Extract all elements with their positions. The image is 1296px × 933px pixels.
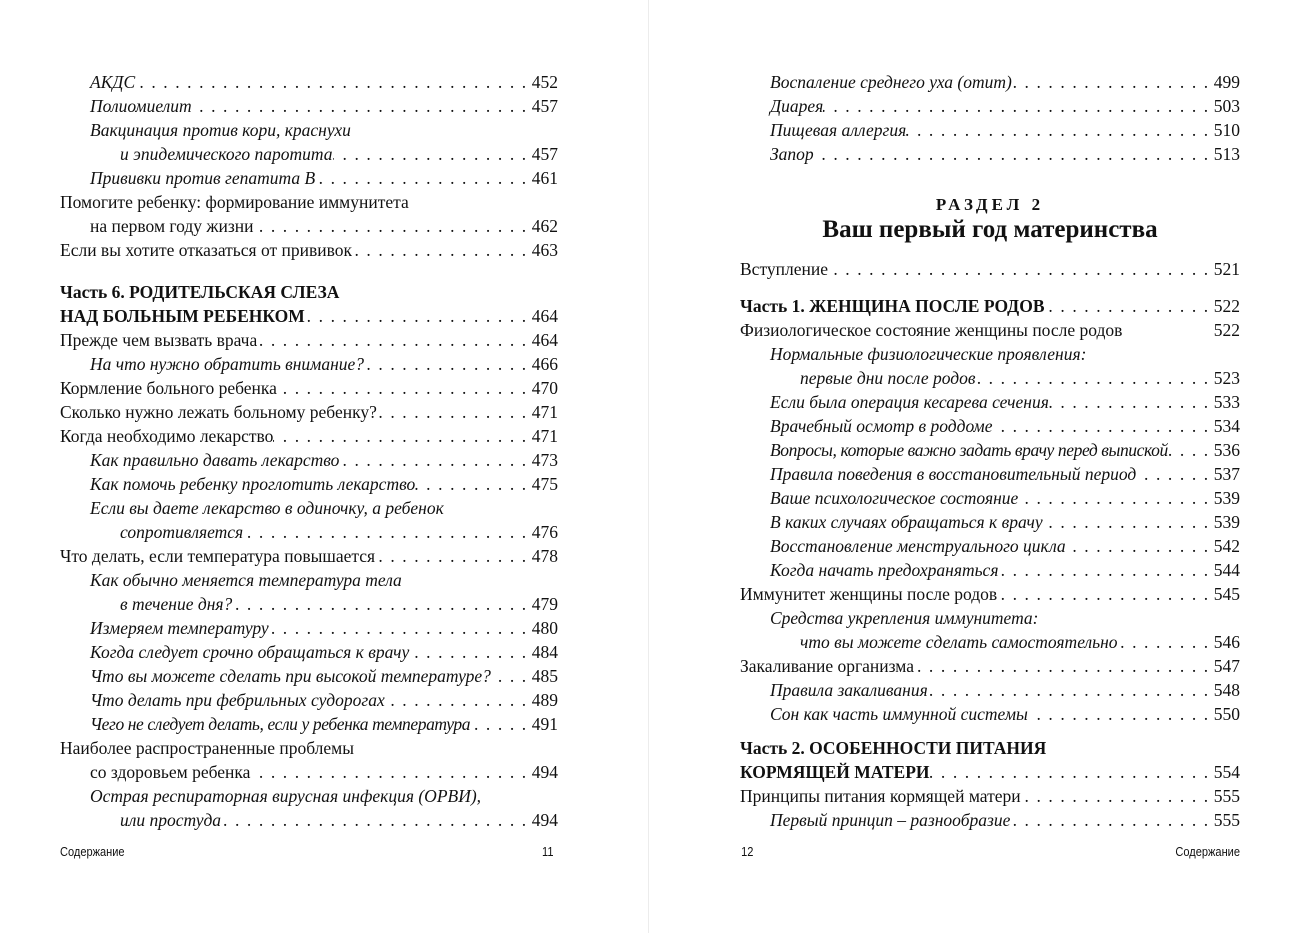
toc-entry-title: Что вы можете сделать при высокой температуре? xyxy=(90,666,491,686)
dot-leader xyxy=(992,414,1213,438)
dot-leader xyxy=(415,472,532,496)
toc-entry-title: Сон как часть иммунной системы xyxy=(770,704,1028,724)
toc-entry-title: Правила закаливания xyxy=(770,680,928,700)
dot-leader xyxy=(997,582,1214,606)
toc-entry xyxy=(60,688,558,712)
dot-leader xyxy=(333,142,532,166)
toc-entry-title: Прежде чем вызвать врача xyxy=(60,330,258,350)
toc-entry-title: Когда начать предохраняться xyxy=(770,560,999,580)
dot-leader xyxy=(385,688,532,712)
toc-entry-title: Если была операция кесарева сечения xyxy=(770,392,1049,412)
toc-entry-page: 485 xyxy=(531,666,558,686)
dot-leader xyxy=(1012,70,1214,94)
toc-entry-title: Наиболее распространенные проблемы xyxy=(60,738,354,758)
toc-entry xyxy=(740,462,1240,486)
toc-entry-title: Что делать при фебрильных судорогах xyxy=(90,690,385,710)
toc-entry-page: 534 xyxy=(1213,416,1240,436)
toc-entry xyxy=(60,190,558,214)
toc-entry-page: 471 xyxy=(531,402,558,422)
toc-entry-title: Что делать, если температура повышается xyxy=(60,546,376,566)
toc-entry-title: Средства укрепления иммунитета: xyxy=(770,608,1039,628)
dot-leader xyxy=(906,118,1214,142)
dot-leader xyxy=(339,448,531,472)
dot-leader xyxy=(273,424,531,448)
toc-entry-title: Восстановление менструального цикла xyxy=(770,536,1066,556)
toc-entry-page: 457 xyxy=(531,96,558,116)
toc-entry-title: Помогите ребенку: формирование иммунитета xyxy=(60,192,409,212)
toc-entry xyxy=(60,328,558,352)
toc-entry-page: 452 xyxy=(531,72,558,92)
toc-entry xyxy=(740,784,1240,808)
dot-leader xyxy=(243,520,532,544)
toc-entry-title: Прививки против гепатита В xyxy=(90,168,316,188)
right-page xyxy=(648,0,1296,933)
toc-entry xyxy=(740,366,1240,390)
toc-entry-page: 466 xyxy=(531,354,558,374)
dot-leader xyxy=(930,760,1214,784)
toc-entry-title: Кормление больного ребенка xyxy=(60,378,277,398)
toc-entry-page: 550 xyxy=(1213,704,1240,724)
toc-entry xyxy=(740,438,1240,462)
toc-entry-title: НАД БОЛЬНЫМ РЕБЕНКОМ xyxy=(60,306,305,326)
toc-entry-title: На что нужно обратить внимание? xyxy=(90,354,365,374)
toc-entry-page: 491 xyxy=(531,714,558,734)
dot-leader xyxy=(975,366,1213,390)
toc-entry-page: 539 xyxy=(1213,488,1240,508)
toc-entry xyxy=(740,678,1240,702)
toc-entry xyxy=(60,70,558,94)
toc-entry-page: 457 xyxy=(531,144,558,164)
toc-entry-page: 464 xyxy=(531,306,558,326)
toc-entry xyxy=(740,294,1240,318)
dot-leader xyxy=(315,166,532,190)
toc-entry xyxy=(740,702,1240,726)
toc-entry-page: 522 xyxy=(1213,320,1240,340)
toc-entry xyxy=(60,736,558,760)
toc-entry xyxy=(740,582,1240,606)
toc-entry-page: 473 xyxy=(531,450,558,470)
dot-leader xyxy=(352,238,532,262)
toc-entry-page: 479 xyxy=(531,594,558,614)
toc-entry xyxy=(60,544,558,568)
toc-entry xyxy=(60,808,558,832)
toc-entry-page: 462 xyxy=(531,216,558,236)
section-label: РАЗДЕЛ 2 xyxy=(935,195,1045,214)
toc-entry-page: 544 xyxy=(1213,560,1240,580)
toc-entry-page: 475 xyxy=(531,474,558,494)
toc-entry xyxy=(60,142,558,166)
dot-leader xyxy=(364,352,532,376)
toc-entry-title: Как обычно меняется температура тела xyxy=(90,570,402,590)
running-footer-label: Содержание xyxy=(60,844,125,859)
toc-entry xyxy=(60,448,558,472)
toc-entry-title: Вакцинация против кори, краснухи xyxy=(90,120,351,140)
dot-leader xyxy=(1136,462,1213,486)
dot-leader xyxy=(232,592,531,616)
toc-entry-title: Запор xyxy=(770,144,814,164)
toc-entry-title: Иммунитет женщины после родов xyxy=(740,584,998,604)
toc-entry xyxy=(60,640,558,664)
toc-entry-page: 521 xyxy=(1213,259,1240,279)
toc-entry-title: Как правильно давать лекарство xyxy=(90,450,340,470)
toc-entry-title: Вступление xyxy=(740,259,828,279)
dot-leader xyxy=(1122,318,1213,342)
dot-leader xyxy=(470,712,532,736)
toc-entry xyxy=(60,214,558,238)
toc-entry-title: Закаливание организма xyxy=(740,656,915,676)
toc-entry xyxy=(60,94,558,118)
toc-entry-page: 536 xyxy=(1213,440,1240,460)
toc-entry-page: 546 xyxy=(1213,632,1240,652)
toc-entry-page: 533 xyxy=(1213,392,1240,412)
dot-leader xyxy=(135,70,532,94)
toc-entry-page: 542 xyxy=(1213,536,1240,556)
dot-leader xyxy=(1168,438,1214,462)
dot-leader xyxy=(277,376,532,400)
page-number: 12 xyxy=(741,844,754,859)
toc-entry-page: 471 xyxy=(531,426,558,446)
toc-entry xyxy=(60,166,558,190)
toc-entry xyxy=(60,496,558,520)
toc-entry xyxy=(60,280,558,304)
toc-entry-title: Вопросы, которые важно задать врачу перед выпиской xyxy=(770,440,1168,460)
toc-entry xyxy=(740,390,1240,414)
running-footer-label: Содержание xyxy=(1175,844,1240,859)
toc-entry-title: что вы можете сделать самостоятельно xyxy=(800,632,1118,652)
toc-entry xyxy=(60,664,558,688)
toc-entry-page: 545 xyxy=(1213,584,1240,604)
toc-entry xyxy=(740,414,1240,438)
toc-entry-title: Врачебный осмотр в роддоме xyxy=(770,416,993,436)
toc-entry xyxy=(740,118,1240,142)
toc-entry xyxy=(740,654,1240,678)
dot-leader xyxy=(377,400,532,424)
toc-entry xyxy=(740,257,1240,281)
toc-entry-title: Воспаление среднего уха (отит) xyxy=(770,72,1012,92)
toc-entry-page: 463 xyxy=(531,240,558,260)
toc-entry xyxy=(60,592,558,616)
toc-entry xyxy=(740,510,1240,534)
toc-entry-title: со здоровьем ребенка xyxy=(90,762,251,782)
toc-entry-title: Первый принцип – разнообразие xyxy=(770,810,1011,830)
dot-leader xyxy=(1049,390,1214,414)
toc-entry-title: Чего не следует делать, если у ребенка температура xyxy=(90,714,471,734)
toc-entry-title: Пищевая аллергия xyxy=(770,120,907,140)
toc-entry xyxy=(740,558,1240,582)
dot-leader xyxy=(254,214,532,238)
toc-entry-page: 476 xyxy=(531,522,558,542)
toc-entry xyxy=(60,472,558,496)
toc-entry-page: 461 xyxy=(531,168,558,188)
toc-entry-page: 523 xyxy=(1213,368,1240,388)
dot-leader xyxy=(221,808,532,832)
toc-entry-title: на первом году жизни xyxy=(90,216,254,236)
toc-entry xyxy=(740,70,1240,94)
dot-leader xyxy=(1118,630,1214,654)
toc-entry-page: 484 xyxy=(531,642,558,662)
dot-leader xyxy=(998,558,1213,582)
dot-leader xyxy=(269,616,532,640)
toc-entry-title: или простуда xyxy=(120,810,222,830)
toc-entry xyxy=(60,760,558,784)
toc-entry-title: сопротивляется xyxy=(120,522,244,542)
toc-entry-title: Часть 2. ОСОБЕННОСТИ ПИТАНИЯ xyxy=(740,738,1047,758)
toc-entry-title: Как помочь ребенку проглотить лекарство xyxy=(90,474,416,494)
toc-entry-title: в течение дня? xyxy=(120,594,233,614)
toc-entry-page: 489 xyxy=(531,690,558,710)
toc-entry-title: и эпидемического паротита xyxy=(120,144,333,164)
dot-leader xyxy=(1066,534,1214,558)
toc-entry xyxy=(740,736,1240,760)
dot-leader xyxy=(928,678,1214,702)
toc-entry xyxy=(740,534,1240,558)
toc-entry-title: В каких случаях обращаться к врачу xyxy=(770,512,1043,532)
toc-entry-page: 548 xyxy=(1213,680,1240,700)
dot-leader xyxy=(823,94,1213,118)
toc-entry xyxy=(740,94,1240,118)
toc-entry xyxy=(60,784,558,808)
toc-entry-page: 494 xyxy=(531,762,558,782)
toc-entry-title: АКДС xyxy=(90,72,136,92)
toc-entry xyxy=(60,616,558,640)
page-number: 11 xyxy=(542,844,554,859)
dot-leader xyxy=(814,142,1214,166)
dot-leader xyxy=(1010,808,1213,832)
dot-leader xyxy=(305,304,532,328)
toc-entry-title: Когда следует срочно обращаться к врачу xyxy=(90,642,410,662)
dot-leader xyxy=(1018,486,1213,510)
toc-entry-title: Сколько нужно лежать больному ребенку? xyxy=(60,402,377,422)
toc-entry xyxy=(60,352,558,376)
toc-entry-title: Когда необходимо лекарство xyxy=(60,426,274,446)
dot-leader xyxy=(828,257,1214,281)
toc-entry xyxy=(60,568,558,592)
toc-entry-page: 478 xyxy=(531,546,558,566)
toc-entry xyxy=(60,238,558,262)
toc-entry xyxy=(60,304,558,328)
dot-leader xyxy=(257,328,532,352)
toc-entry-title: Принципы питания кормящей матери xyxy=(740,786,1021,806)
toc-entry-page: 510 xyxy=(1213,120,1240,140)
dot-leader xyxy=(375,544,532,568)
toc-entry-title: Ваше психологическое состояние xyxy=(770,488,1019,508)
toc-entry xyxy=(740,808,1240,832)
toc-entry-page: 555 xyxy=(1213,810,1240,830)
toc-entry xyxy=(740,630,1240,654)
toc-entry xyxy=(60,376,558,400)
toc-entry-title: КОРМЯЩЕЙ МАТЕРИ xyxy=(740,762,930,782)
dot-leader xyxy=(250,760,531,784)
toc-entry-page: 547 xyxy=(1213,656,1240,676)
toc-entry-title: Диарея xyxy=(770,96,824,116)
toc-entry xyxy=(740,318,1240,342)
toc-entry-page: 470 xyxy=(531,378,558,398)
toc-entry-title: Измеряем температуру xyxy=(90,618,269,638)
toc-entry-title: Если вы даете лекарство в одиночку, а ребенок xyxy=(90,498,444,518)
toc-entry-title: Острая респираторная вирусная инфекция (ОРВИ), xyxy=(90,786,482,806)
toc-entry-page: 480 xyxy=(531,618,558,638)
toc-entry-title: Часть 1. ЖЕНЩИНА ПОСЛЕ РОДОВ xyxy=(740,296,1045,316)
toc-entry xyxy=(740,760,1240,784)
toc-entry xyxy=(60,400,558,424)
toc-entry-page: 503 xyxy=(1213,96,1240,116)
toc-entry-page: 555 xyxy=(1213,786,1240,806)
toc-entry-page: 513 xyxy=(1213,144,1240,164)
toc-entry-title: Полиомиелит xyxy=(90,96,192,116)
toc-entry xyxy=(740,342,1240,366)
dot-leader xyxy=(914,654,1214,678)
section-title: Ваш первый год материнства xyxy=(822,216,1158,243)
toc-entry-title: Физиологическое состояние женщины после родов xyxy=(740,320,1123,340)
toc-entry-page: 494 xyxy=(531,810,558,830)
toc-entry xyxy=(740,142,1240,166)
toc-entry-title: первые дни после родов xyxy=(800,368,976,388)
toc-entry xyxy=(60,118,558,142)
toc-entry-page: 522 xyxy=(1213,296,1240,316)
dot-leader xyxy=(1045,294,1214,318)
dot-leader xyxy=(491,664,532,688)
toc-entry-title: Правила поведения в восстановительный период xyxy=(770,464,1137,484)
toc-entry xyxy=(60,712,558,736)
toc-entry-title: Нормальные физиологические проявления: xyxy=(770,344,1087,364)
dot-leader xyxy=(1043,510,1214,534)
toc-entry-page: 464 xyxy=(531,330,558,350)
dot-leader xyxy=(192,94,532,118)
toc-entry-page: 539 xyxy=(1213,512,1240,532)
dot-leader xyxy=(1028,702,1214,726)
toc-entry-page: 554 xyxy=(1213,762,1240,782)
dot-leader xyxy=(409,640,532,664)
toc-entry-page: 499 xyxy=(1213,72,1240,92)
toc-entry-page: 537 xyxy=(1213,464,1240,484)
toc-entry xyxy=(740,486,1240,510)
toc-entry xyxy=(60,520,558,544)
toc-entry xyxy=(60,424,558,448)
dot-leader xyxy=(1021,784,1214,808)
toc-entry-title: Если вы хотите отказаться от прививок xyxy=(60,240,352,260)
toc-entry xyxy=(740,606,1240,630)
toc-entry-title: Часть 6. РОДИТЕЛЬСКАЯ СЛЕЗА xyxy=(60,282,340,302)
